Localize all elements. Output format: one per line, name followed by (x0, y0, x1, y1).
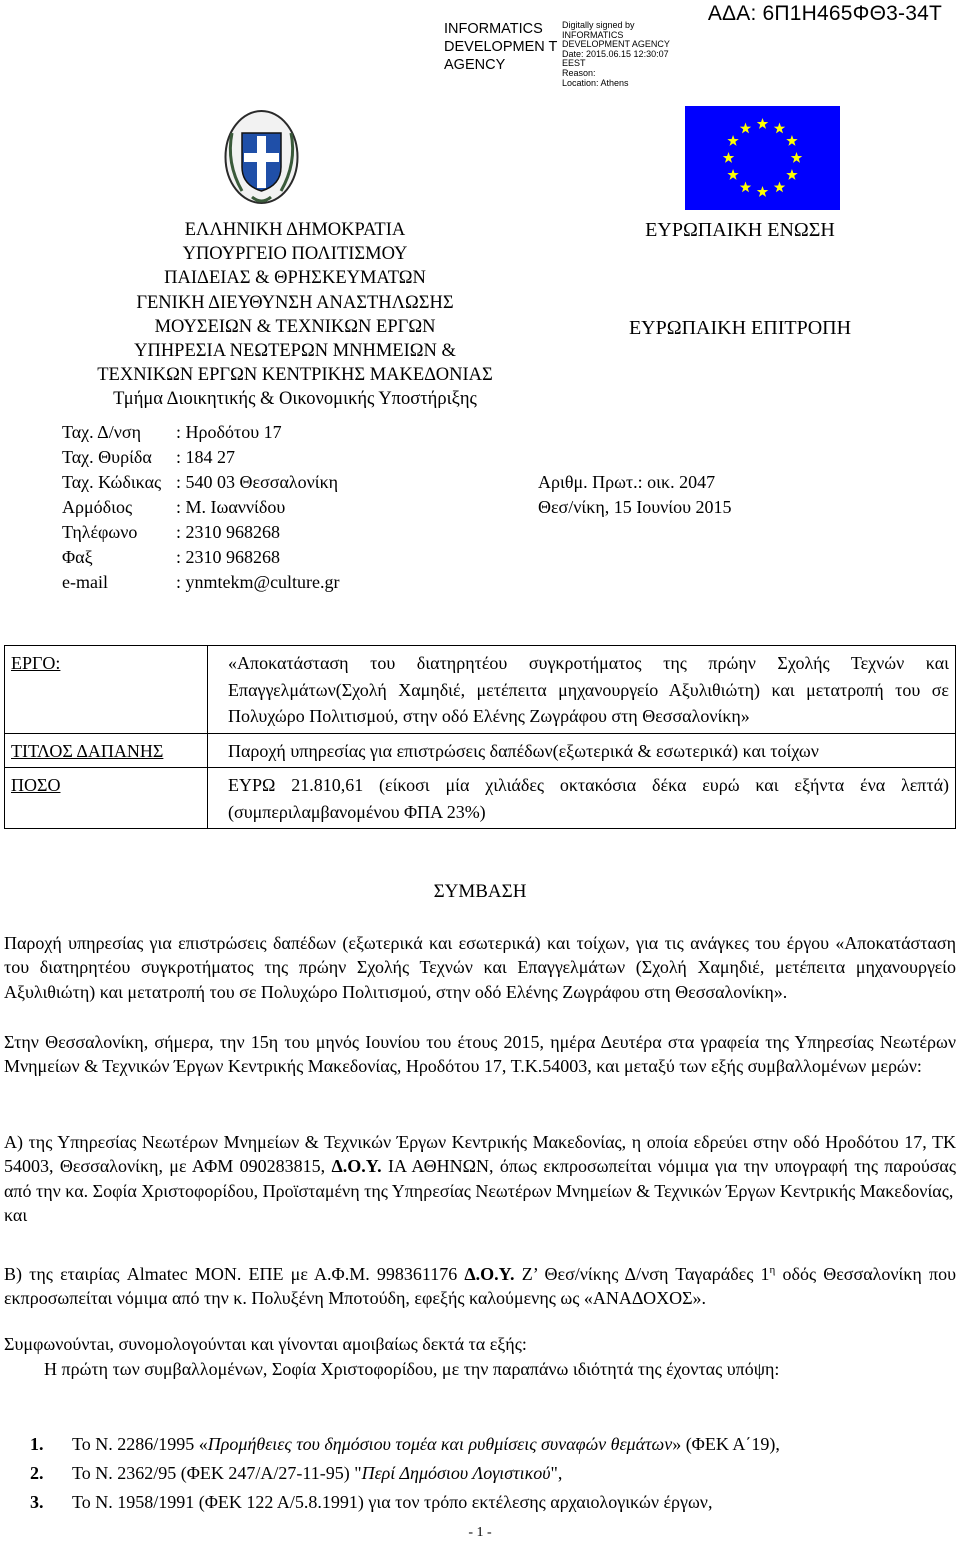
address-row (62, 522, 280, 543)
ada-code: ΑΔΑ: 6Π1Η465ΦΘ3-34Τ (707, 2, 942, 25)
list-text: Το Ν. 1958/1991 (ΦΕΚ 122 Α/5.8.1991) για τον τρόπο εκτέλεσης αρχαιολογικών έργων, (72, 1492, 713, 1512)
expense-title-label: ΤΙΤΛΟΣ ΔΑΠΑΝΗΣ (5, 733, 208, 768)
legal-references-list (30, 1430, 780, 1517)
issuer-line: ΕΛΛΗΝΙΚΗ ΔΗΜΟΚΡΑΤΙΑ (184, 220, 406, 240)
document-date: Θεσ/νίκη, 15 Ιουνίου 2015 (538, 497, 732, 517)
address-key: Αρμόδιος (62, 497, 133, 517)
address-value: : ynmtekm@culture.gr (176, 572, 340, 592)
project-value: «Αποκατάσταση του διατηρητέου συγκροτήματος της πρώην Σχολής Τεχνών και Επαγγελμάτων(Σχολή Χαμηδιέ, μετέπειτα μηχανουργείο Αξυλιθιώτη) και μετατροπή του σε Πολυχώρο Πολιτισμού, στην οδό Ελένης Ζωγράφου στη Θεσσαλονίκη» (208, 646, 956, 734)
issuer-line: ΤΕΧΝΙΚΩΝ ΕΡΓΩΝ ΚΕΝΤΡΙΚΗΣ ΜΑΚΕΔΟΝΙΑΣ (97, 365, 493, 386)
address-value: : Ηροδότου 17 (176, 422, 282, 442)
page-number: - 1 - (468, 1525, 492, 1540)
signature-line: EEST (562, 58, 586, 69)
expense-title-value: Παροχή υπηρεσίας για επιστρώσεις δαπέδων(εξωτερικά & εσωτερικά) και τοίχων (208, 733, 956, 768)
address-key: Ταχ. Δ/νση (62, 422, 142, 442)
amount-value: ΕΥΡΩ 21.810,61 (είκοσι μία χιλιάδες οκτακόσια δέκα ευρώ και εξήντα ένα λεπτά) (συμπεριλαμβανομένου ΦΠΑ 23%) (208, 768, 956, 829)
signature-line: INFORMATICS (562, 29, 624, 40)
eu-star-icon (740, 181, 751, 192)
party-a-paragraph (4, 1130, 956, 1227)
party-a-text: Α) της Υπηρεσίας Νεωτέρων Μνημείων & Τεχνικών Έργων Κεντρικής Μακεδονίας, η οποία εδρεύει στην οδό Ηροδότου 17, ΤΚ 54003, Θεσσαλονίκη, με ΑΦΜ 090283815, (4, 1132, 956, 1177)
table-row (5, 733, 956, 768)
eu-star-icon (786, 169, 797, 180)
party-b-text: Β) της εταιρίας Almatec ΜΟΝ. ΕΠΕ με Α.Φ.Μ. 998361176 (4, 1264, 465, 1284)
protocol-number: Αριθμ. Πρωτ.: οικ. 2047 (538, 472, 716, 492)
address-key: Ταχ. Κώδικας (62, 472, 162, 492)
eu-star-icon (757, 118, 768, 129)
issuer-line: ΜΟΥΣΕΙΩΝ & ΤΕΧΝΙΚΩΝ ΕΡΓΩΝ (154, 316, 436, 337)
signature-name: INFORMATICS DEVELOPMEN T AGENCY (444, 21, 558, 73)
signature-details (562, 21, 682, 88)
list-italic: Προμήθειες του δημόσιου τομέα και ρυθμίσεις συναφών θεμάτων (207, 1434, 673, 1454)
list-number: 3. (30, 1492, 44, 1512)
issuer-line: ΓΕΝΙΚΗ ΔΙΕΥΘΥΝΣΗ ΑΝΑΣΤΗΛΩΣΗΣ (136, 292, 454, 313)
issuer-line: Τμήμα Διοικητικής & Οικονομικής Υποστήριξης (113, 389, 477, 410)
address-row (62, 547, 280, 568)
intro-paragraph: Παροχή υπηρεσίας για επιστρώσεις δαπέδων (εξωτερικά και εσωτερικά) και τοίχων, για τις ανάγκες του έργου «Αποκατάσταση του διατηρητέου συγκροτήματος της πρώην Σχολής Τεχνών και Επαγγελμάτων (Σχολή Χαμηδιέ, μετέπειτα μηχανουργείο Αξυλιθιώτη) και μετατροπή του σε Πολυχώρο Πολιτισμού, στην οδό Ελένης Ζωγράφου στη Θεσσαλονίκη». (4, 933, 956, 1002)
party-b-paragraph (4, 1258, 956, 1311)
eu-star-icon (727, 169, 738, 180)
address-row (62, 447, 235, 468)
list-text: Το Ν. 2286/1995 « (72, 1434, 208, 1454)
address-value: : 2310 968268 (176, 547, 281, 567)
signature-line: DEVELOPMENT AGENCY (562, 39, 670, 50)
document-title: ΣΥΜΒΑΣΗ (433, 881, 527, 902)
address-row (62, 422, 282, 443)
address-value: : 2310 968268 (176, 522, 281, 542)
address-row (62, 472, 338, 493)
eu-star-icon (774, 123, 785, 134)
place-date-paragraph: Στην Θεσσαλονίκη, σήμερα, την 15η του μηνός Ιουνίου του έτους 2015, ημέρα Δευτέρα στα γραφεία της Υπηρεσίας Νεωτέρων Μνημείων & Τεχνικών Έργων Κεντρικής Μακεδονίας, Ηροδότου 17, Τ.Κ.54003, και μεταξύ των εξής συμβαλλομένων μερών: (4, 1032, 956, 1077)
list-item (30, 1430, 780, 1459)
signature-line: Date: 2015.06.15 12:30:07 (562, 48, 669, 59)
address-row (62, 572, 340, 593)
project-label: ΕΡΓΟ: (5, 646, 208, 734)
list-item (30, 1459, 780, 1488)
eu-star-icon (786, 135, 797, 146)
address-key: Τηλέφωνο (62, 522, 138, 542)
eu-union-label: ΕΥΡΩΠΑΙΚΗ ΕΝΩΣΗ (645, 219, 835, 241)
agreement-paragraph: Συμφωνούντaι, συνομολογούνται και γίνονται αμοιβαίως δεκτά τα εξής: (4, 1334, 527, 1354)
party-b-text-cont: Ζ’ Θεσ/νίκης Δ/νση Ταγαράδες 1 (514, 1264, 770, 1284)
eu-commission-label: ΕΥΡΩΠΑΙΚΗ ΕΠΙΤΡΟΠΗ (628, 317, 852, 339)
list-text-end: » (ΦΕΚ Α΄19), (672, 1434, 780, 1454)
address-value: : 540 03 Θεσσαλονίκη (176, 472, 339, 492)
address-key: Φαξ (62, 547, 93, 567)
list-number: 1. (30, 1434, 44, 1454)
list-item (30, 1488, 780, 1517)
eu-star-icon (740, 123, 751, 134)
list-text-end: ", (550, 1463, 563, 1483)
address-value: : 184 27 (176, 447, 236, 467)
issuer-line: ΠΑΙΔΕΙΑΣ & ΘΡΗΣΚΕΥΜΑΤΩΝ (164, 268, 426, 289)
address-value: : Μ. Ιωαννίδου (176, 497, 286, 517)
party-a-tax-office: Δ.Ο.Υ. (331, 1156, 382, 1177)
signature-line: Location: Athens (562, 77, 629, 88)
considering-paragraph: Η πρώτη των συμβαλλομένων, Σοφία Χριστοφορίδου, με την παραπάνω ιδιότητά της έχοντας υπόψη: (44, 1359, 780, 1379)
table-row (5, 646, 956, 734)
party-a-text-cont: ΙΑ ΑΘΗΝΩΝ, όπως εκπροσωπείται νόμιμα για την υπογραφή της παρούσας από την κα. Σοφία Χριστοφορίδου, Προϊσταμένη της Υπηρεσίας Νεωτέρων Μνημείων & Τεχνικών Έργων Κεντρικής Μακεδονίας, (4, 1156, 956, 1201)
signature-line: Digitally signed by (562, 20, 635, 30)
issuer-header (0, 218, 590, 412)
issuer-line: ΥΠΟΥΡΓΕΙΟ ΠΟΛΙΤΙΣΜΟΥ (182, 244, 408, 265)
table-row (5, 768, 956, 829)
signature-line: Reason: (562, 67, 596, 78)
list-text: Το Ν. 2362/95 (ΦΕΚ 247/Α/27-11-95) " (72, 1463, 362, 1483)
eu-star-icon (774, 181, 785, 192)
eu-star-icon (791, 152, 802, 163)
issuer-line: ΥΠΗΡΕΣΙΑ ΝΕΩΤΕΡΩΝ ΜΝΗΜΕΙΩΝ & (134, 341, 456, 362)
list-italic: Περί Δημόσιου Λογιστικού (361, 1463, 551, 1483)
superscript: η (769, 1264, 776, 1276)
address-row (62, 497, 285, 518)
conjunction: και (4, 1204, 28, 1225)
eu-star-icon (723, 152, 734, 163)
list-number: 2. (30, 1463, 44, 1483)
party-b-text-end: οδός Θεσσαλονίκη που εκπροσωπείται νόμιμα από την κ. Πολυξένη Μποτούδη, εφεξής καλούμενης ως «ΑΝΑΔΟΧΟΣ». (4, 1264, 956, 1309)
party-b-tax-office: Δ.Ο.Υ. (464, 1264, 515, 1284)
address-key: Ταχ. Θυρίδα (62, 447, 152, 467)
greek-coat-of-arms-icon (222, 103, 301, 207)
address-key: e-mail (62, 572, 108, 592)
amount-label: ΠΟΣΟ (5, 768, 208, 829)
project-table (4, 645, 956, 829)
eu-flag-icon (685, 106, 840, 210)
eu-star-icon (727, 135, 738, 146)
eu-star-icon (757, 186, 768, 197)
